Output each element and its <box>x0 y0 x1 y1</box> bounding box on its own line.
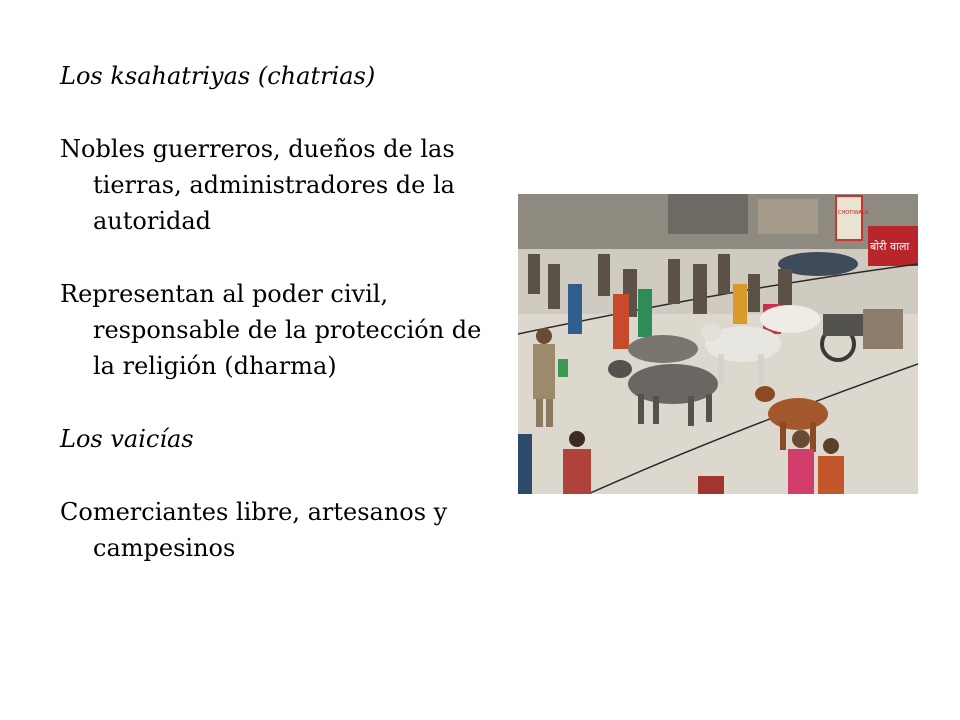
shop-sign-label: CHOTIWALA <box>838 210 869 216</box>
red-sign-label: बोरी वाला <box>870 240 910 253</box>
bullet-poder-civil: Representan al poder civil, responsable de la protección de la religión (dharma) <box>60 280 482 380</box>
bullet-comerciantes: Comerciantes libre, artesanos y campesinos <box>60 498 448 562</box>
heading-kshatriyas: Los ksahatriyas (chatrias) <box>60 62 376 90</box>
slide-text <box>60 58 510 603</box>
bullet-nobles-guerreros: Nobles guerreros, dueños de las tierras, administradores de la autoridad <box>60 135 455 235</box>
street-scene-illustration <box>518 194 918 494</box>
street-scene-photo <box>518 194 918 494</box>
shop-sign <box>836 196 862 240</box>
heading-vaicias: Los vaicías <box>60 425 194 453</box>
